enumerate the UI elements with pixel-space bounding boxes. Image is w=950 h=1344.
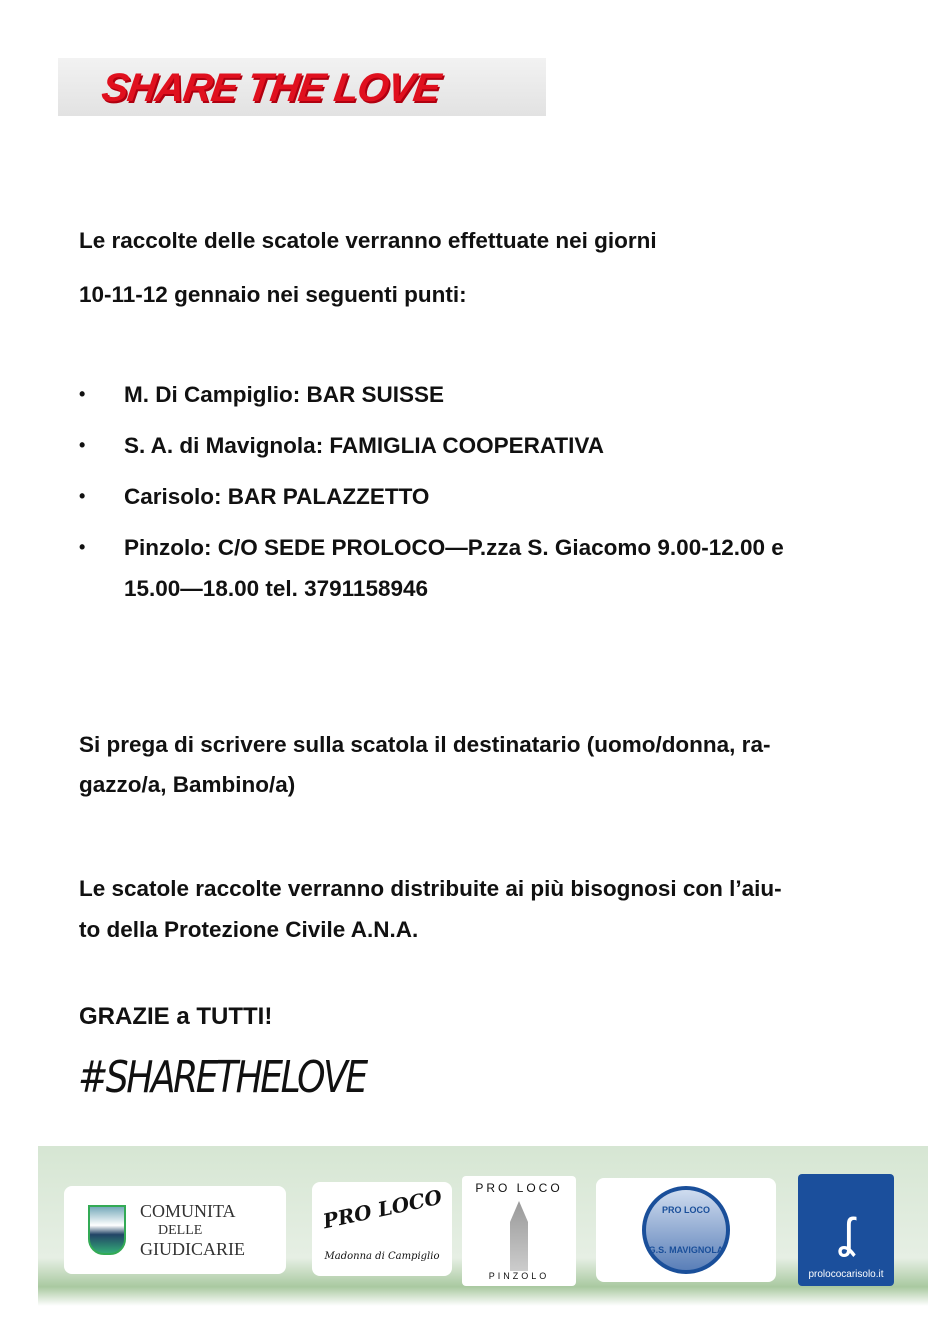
logo-text: PRO LOCO: [661, 1205, 710, 1215]
bullet-icon: •: [79, 537, 86, 557]
coat-of-arms-icon: [88, 1205, 126, 1255]
logo-text: Madonna di Campiglio: [324, 1250, 440, 1262]
proloco-mavignola-logo: [596, 1178, 776, 1282]
point-campiglio: M. Di Campiglio: BAR SUISSE: [124, 382, 445, 407]
distribution-line-2: to della Protezione Civile A.N.A.: [79, 917, 419, 942]
point-pinzolo: Pinzolo: C/O SEDE PROLOCO—P.zza S. Giacomo 9.00-12.00 e: [124, 535, 784, 560]
comunita-giudicarie-logo: [64, 1186, 286, 1274]
swirl-icon: ʆ: [838, 1209, 854, 1258]
proloco-campiglio-logo: [312, 1182, 452, 1276]
hashtag: #SHARETHELOVE: [78, 1052, 366, 1103]
logo-text: DELLE: [158, 1222, 203, 1238]
intro-line-1: Le raccolte delle scatole verranno effettuate nei giorni: [79, 228, 657, 253]
thanks: GRAZIE a TUTTI!: [79, 1003, 273, 1030]
proloco-pinzolo-logo: [462, 1176, 576, 1286]
request-line-1: Si prega di scrivere sulla scatola il destinatario (uomo/donna, ra-: [79, 732, 771, 757]
logo-text: PRO LOCO: [320, 1184, 444, 1233]
logo-text: COMUNITA: [140, 1200, 236, 1221]
logo-text: PRO LOCO: [475, 1181, 563, 1195]
request-line-2: gazzo/a, Bambino/a): [79, 772, 296, 797]
logo-text: prolococarisolo.it: [808, 1269, 884, 1280]
point-carisolo: Carisolo: BAR PALAZZETTO: [124, 484, 430, 509]
logo-text: G.S. MAVIGNOLA: [648, 1245, 724, 1255]
point-mavignola: S. A. di Mavignola: FAMIGLIA COOPERATIVA: [124, 433, 605, 458]
proloco-carisolo-logo: [798, 1174, 894, 1286]
point-pinzolo-hours: 15.00—18.00 tel. 3791158946: [124, 576, 429, 601]
bullet-icon: •: [79, 486, 86, 506]
bullet-icon: •: [79, 384, 86, 404]
bullet-icon: •: [79, 435, 86, 455]
banner-title: SHARE THE LOVE: [98, 66, 443, 110]
logo-text: PINZOLO: [488, 1271, 550, 1281]
distribution-line-1: Le scatole raccolte verranno distribuite ai più bisognosi con l’aiu-: [79, 876, 782, 901]
sponsor-logos-footer: [38, 1146, 928, 1306]
share-the-love-banner: [58, 58, 546, 116]
bell-tower-icon: [510, 1201, 528, 1271]
intro-line-2: 10-11-12 gennaio nei seguenti punti:: [79, 282, 467, 307]
logo-text: GIUDICARIE: [140, 1238, 245, 1259]
church-emblem-icon: [642, 1186, 730, 1274]
